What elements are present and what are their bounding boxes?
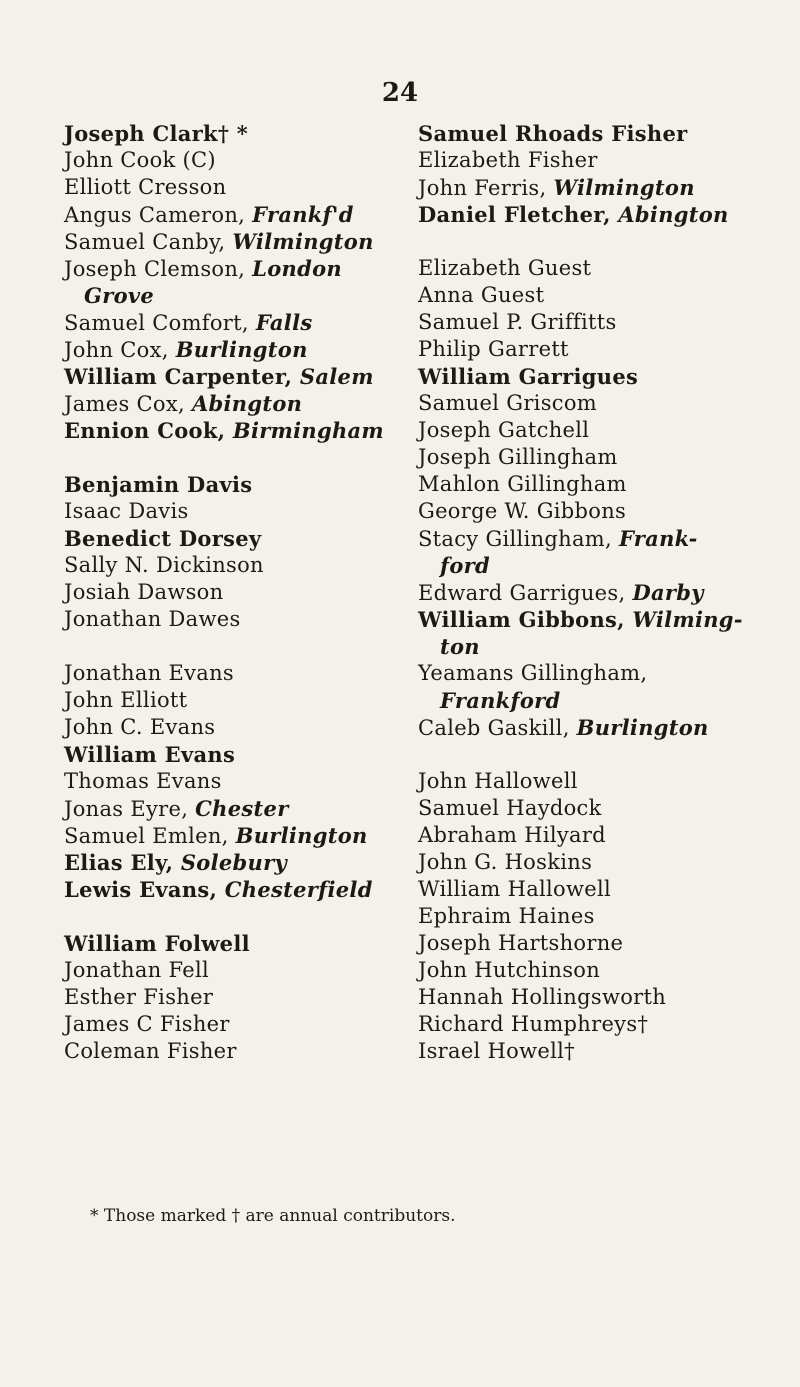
subscriber-name: Samuel Haydock — [418, 796, 602, 820]
subscriber-entry — [64, 714, 444, 741]
subscriber-entry — [418, 984, 798, 1011]
section-gap — [64, 903, 444, 930]
subscriber-entry — [418, 957, 798, 984]
subscriber-name: Anna Guest — [418, 283, 545, 307]
subscriber-name: Joseph Hartshorne — [418, 931, 624, 955]
subscriber-name: Elizabeth Fisher — [418, 148, 598, 172]
subscriber-name: Benedict Dorsey — [64, 526, 262, 551]
subscriber-entry — [418, 174, 798, 201]
subscriber-entry — [418, 795, 798, 822]
subscriber-name: William Garrigues — [418, 364, 639, 389]
subscriber-name: Ephraim Haines — [418, 904, 595, 928]
subscriber-entry — [418, 444, 798, 471]
subscriber-name: Richard Humphreys† — [418, 1012, 649, 1036]
subscriber-name: Thomas Evans — [64, 769, 222, 793]
subscriber-entry — [64, 687, 444, 714]
subscriber-name: Jonathan Fell — [64, 958, 209, 982]
subscriber-place: Darby — [632, 580, 704, 605]
subscriber-place: Birmingham — [232, 418, 384, 443]
subscriber-place: Burlington — [576, 715, 709, 740]
subscriber-name: Caleb Gaskill, — [418, 716, 577, 740]
page-number: 24 — [381, 78, 419, 108]
subscriber-entry — [418, 471, 798, 498]
subscriber-entry — [418, 714, 798, 741]
section-gap — [418, 228, 798, 255]
subscriber-name: John Hutchinson — [418, 958, 601, 982]
subscriber-place: London — [252, 256, 342, 281]
subscriber-name: Daniel Fletcher, — [418, 202, 619, 227]
subscriber-name: Samuel Comfort, — [64, 311, 256, 335]
subscriber-place: Chester — [195, 796, 289, 821]
subscriber-name: Josiah Dawson — [64, 580, 224, 604]
subscriber-name: Joseph Clark† * — [64, 121, 249, 146]
subscriber-place: Salem — [299, 364, 374, 389]
subscriber-entry — [64, 741, 444, 768]
section-gap — [64, 633, 444, 660]
subscriber-name: Joseph Clemson, — [64, 257, 253, 281]
subscriber-place: Frankf'd — [252, 202, 354, 227]
subscriber-place: Frank- — [618, 526, 698, 551]
subscriber-entry — [418, 849, 798, 876]
subscriber-place: Wilmington — [232, 229, 374, 254]
subscriber-name: John Cox, — [64, 338, 176, 362]
subscriber-entry — [64, 1011, 444, 1038]
subscriber-name: Mahlon Gillingham — [418, 472, 627, 496]
subscriber-entry — [418, 876, 798, 903]
subscriber-name: Samuel Canby, — [64, 230, 233, 254]
subscriber-entry — [64, 1038, 444, 1065]
subscriber-entry — [64, 201, 444, 228]
subscriber-entry — [64, 822, 444, 849]
subscriber-entry — [418, 822, 798, 849]
subscriber-name: Samuel Emlen, — [64, 824, 236, 848]
subscriber-name: William Carpenter, — [64, 364, 300, 389]
subscriber-place: Wilmington — [553, 175, 695, 200]
subscriber-name: Yeamans Gillingham, — [418, 661, 648, 685]
subscriber-name: Lewis Evans, — [64, 877, 225, 902]
subscriber-name: Ennion Cook, — [64, 418, 233, 443]
subscriber-place: Abington — [191, 391, 303, 416]
subscriber-place: ton — [440, 634, 480, 659]
subscriber-entry — [418, 282, 798, 309]
subscriber-name: William Hallowell — [418, 877, 612, 901]
subscriber-name: John C. Evans — [64, 715, 216, 739]
subscriber-entry — [418, 903, 798, 930]
subscriber-name: Sally N. Dickinson — [64, 553, 264, 577]
subscriber-name: Angus Cameron, — [64, 203, 253, 227]
subscriber-entry — [418, 147, 798, 174]
subscriber-name: Joseph Gatchell — [418, 418, 590, 442]
subscriber-entry — [418, 390, 798, 417]
subscriber-entry — [418, 687, 798, 714]
subscriber-name: Stacy Gillingham, — [418, 527, 619, 551]
subscriber-entry — [418, 633, 798, 660]
subscriber-place: Solebury — [180, 850, 287, 875]
right-column — [418, 120, 798, 1065]
subscriber-name: Abraham Hilyard — [418, 823, 606, 847]
subscriber-entry — [64, 930, 444, 957]
subscriber-entry — [64, 768, 444, 795]
subscriber-entry — [64, 282, 444, 309]
subscriber-name: James C Fisher — [64, 1012, 230, 1036]
subscriber-entry — [418, 768, 798, 795]
subscriber-entry — [418, 309, 798, 336]
subscriber-place: Frankford — [440, 688, 561, 713]
subscriber-name: John Hallowell — [418, 769, 578, 793]
subscriber-entry — [64, 336, 444, 363]
left-column — [64, 120, 444, 1065]
subscriber-name: Joseph Gillingham — [418, 445, 618, 469]
subscriber-entry — [418, 579, 798, 606]
section-gap — [418, 741, 798, 768]
subscriber-entry — [418, 201, 798, 228]
footnote: * Those marked † are annual contributors. — [90, 1206, 456, 1226]
subscriber-name: Hannah Hollingsworth — [418, 985, 667, 1009]
subscriber-name: Samuel Griscom — [418, 391, 597, 415]
subscriber-name: Samuel P. Griffitts — [418, 310, 617, 334]
subscriber-entry — [418, 255, 798, 282]
subscriber-name: John Ferris, — [418, 176, 554, 200]
subscriber-entry — [64, 228, 444, 255]
subscriber-entry — [418, 660, 798, 687]
subscriber-entry — [418, 525, 798, 552]
subscriber-entry — [418, 552, 798, 579]
section-gap — [64, 444, 444, 471]
subscriber-name: Elizabeth Guest — [418, 256, 592, 280]
subscriber-name: Samuel Rhoads Fisher — [418, 121, 688, 146]
subscriber-name: Coleman Fisher — [64, 1039, 237, 1063]
subscriber-name: Elliott Cresson — [64, 175, 227, 199]
subscriber-entry — [64, 957, 444, 984]
subscriber-name: William Evans — [64, 742, 236, 767]
subscriber-place: ford — [440, 553, 490, 578]
subscriber-place: Chesterfield — [224, 877, 373, 902]
subscriber-entry — [418, 417, 798, 444]
subscriber-entry — [64, 174, 444, 201]
subscriber-entry — [64, 876, 444, 903]
subscriber-entry — [418, 606, 798, 633]
subscriber-entry — [64, 795, 444, 822]
subscriber-name: Jonas Eyre, — [64, 797, 196, 821]
subscriber-entry — [64, 147, 444, 174]
subscriber-name: Isaac Davis — [64, 499, 189, 523]
subscriber-entry — [418, 930, 798, 957]
subscriber-name: John G. Hoskins — [418, 850, 593, 874]
subscriber-name: Philip Garrett — [418, 337, 569, 361]
subscriber-entry — [64, 525, 444, 552]
subscriber-entry — [418, 363, 798, 390]
subscriber-entry — [64, 363, 444, 390]
subscriber-entry — [418, 336, 798, 363]
subscriber-entry — [64, 120, 444, 147]
subscriber-name: Benjamin Davis — [64, 472, 253, 497]
subscriber-place: Grove — [84, 283, 155, 308]
subscriber-entry — [64, 849, 444, 876]
subscriber-name: John Elliott — [64, 688, 188, 712]
subscriber-place: Falls — [255, 310, 313, 335]
subscriber-name: James Cox, — [64, 392, 192, 416]
subscriber-name: William Gibbons, — [418, 607, 633, 632]
subscriber-name: Jonathan Dawes — [64, 607, 241, 631]
subscriber-entry — [418, 1038, 798, 1065]
subscriber-name: Elias Ely, — [64, 850, 181, 875]
subscriber-place: Burlington — [175, 337, 308, 362]
subscriber-place: Wilming- — [632, 607, 743, 632]
subscriber-entry — [64, 606, 444, 633]
subscriber-name: John Cook (C) — [64, 148, 216, 172]
subscriber-name: Edward Garrigues, — [418, 581, 633, 605]
subscriber-name: Israel Howell† — [418, 1039, 575, 1063]
subscriber-entry — [64, 552, 444, 579]
subscriber-name: William Folwell — [64, 931, 250, 956]
subscriber-entry — [64, 579, 444, 606]
subscriber-entry — [64, 309, 444, 336]
subscriber-entry — [64, 255, 444, 282]
subscriber-entry — [64, 498, 444, 525]
subscriber-entry — [64, 390, 444, 417]
subscriber-place: Burlington — [235, 823, 368, 848]
subscriber-entry — [418, 1011, 798, 1038]
subscriber-entry — [64, 984, 444, 1011]
subscriber-entry — [64, 417, 444, 444]
subscriber-entry — [64, 660, 444, 687]
subscriber-name: Jonathan Evans — [64, 661, 235, 685]
subscriber-name: George W. Gibbons — [418, 499, 627, 523]
subscriber-entry — [418, 120, 798, 147]
subscriber-name: Esther Fisher — [64, 985, 214, 1009]
subscriber-entry — [418, 498, 798, 525]
subscriber-entry — [64, 471, 444, 498]
subscriber-place: Abington — [618, 202, 729, 227]
